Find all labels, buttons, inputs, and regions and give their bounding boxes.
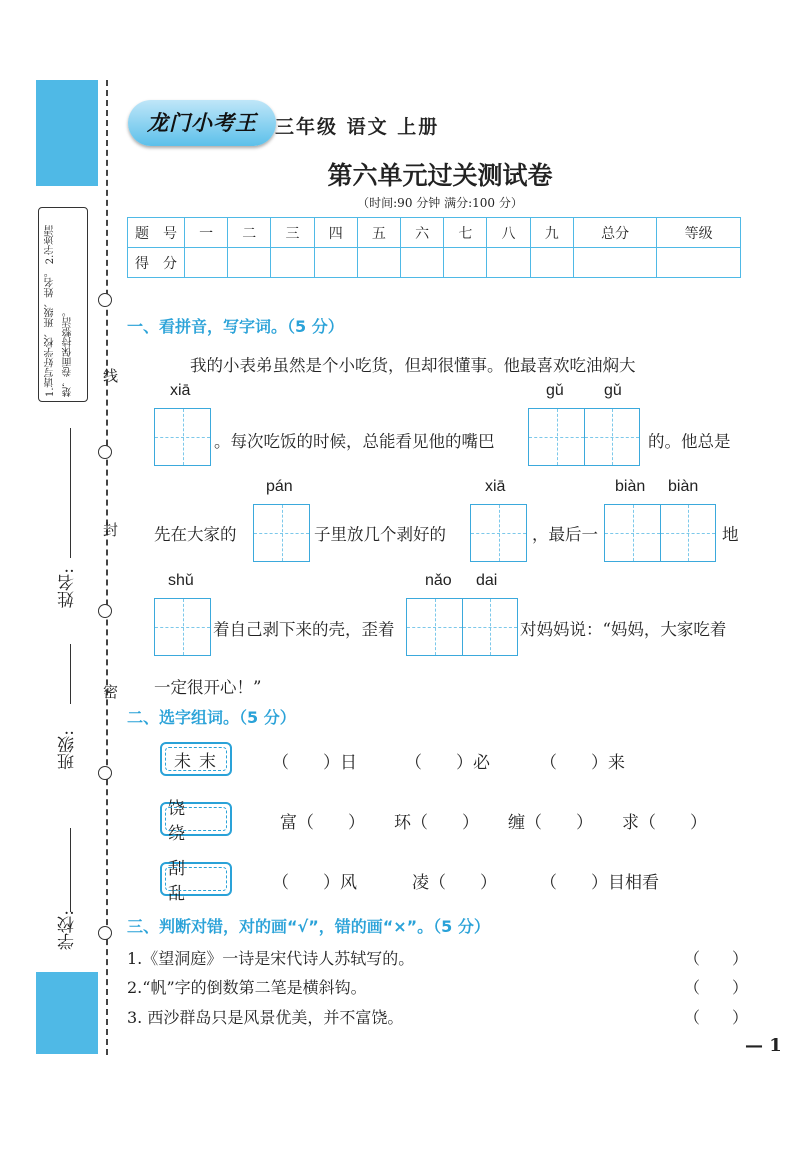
score-cell[interactable] [487, 248, 530, 278]
score-table-header-row: 题 号 一 二 三 四 五 六 七 八 九 总分 等级 [128, 218, 741, 248]
section-3-title: 三、判断对错，对的画“√”，错的画“×”。（5 分） [127, 917, 490, 936]
char-grid-shu[interactable] [154, 598, 211, 656]
name-label: 姓名: [58, 568, 78, 608]
char-grid-xia[interactable] [154, 408, 211, 466]
seal-char-xian: 线 [101, 368, 119, 383]
fill-blank[interactable]: （ ）来 [540, 753, 625, 773]
score-cell[interactable] [185, 248, 228, 278]
seal-circle [98, 604, 112, 618]
page-number: — 1 [745, 1035, 782, 1056]
series-logo: 龙门小考王 [128, 100, 276, 146]
judge-item-3: 3. 西沙群岛只是风景优美，并不富饶。 [127, 1008, 404, 1027]
passage-text: 一定很开心！” [154, 678, 262, 697]
answer-paren[interactable]: （ ） [684, 949, 749, 968]
passage-text: 的。他总是 [648, 432, 731, 451]
passage-text: 先在大家的 [154, 525, 237, 544]
score-cell[interactable] [271, 248, 314, 278]
char-grid-bianbian[interactable] [604, 504, 716, 562]
page-title: 第六单元过关测试卷 [327, 161, 553, 190]
seal-circle [98, 766, 112, 780]
seal-dashed-line [106, 80, 108, 1055]
fill-blank[interactable]: （ ）目相看 [540, 873, 659, 893]
score-cell[interactable] [657, 248, 741, 278]
class-label: 班级: [58, 730, 78, 770]
pinyin-nao: nǎo [425, 572, 452, 589]
score-cell[interactable] [314, 248, 357, 278]
fill-blank[interactable]: （ ）必 [405, 753, 490, 773]
seal-circle [98, 445, 112, 459]
score-table [127, 217, 741, 278]
pinyin-bian: biàn [668, 478, 699, 495]
school-label: 学校: [58, 910, 78, 950]
char-choice-chip: 饶 绕 [160, 802, 232, 836]
seal-char-mi: 密 [101, 684, 119, 699]
class-write-line [70, 644, 71, 704]
score-cell[interactable] [401, 248, 444, 278]
char-choice-chip: 刮 乱 [160, 862, 232, 896]
pinyin-dai: dai [476, 572, 498, 589]
judge-item-2: 2.“帆”字的倒数第二笔是横斜钩。 [127, 978, 367, 997]
fill-blank[interactable]: 求（ ） [622, 813, 707, 833]
fill-blank[interactable]: 环（ ） [394, 813, 479, 833]
pinyin-xia: xiā [170, 382, 191, 399]
subject-label: 三年级 语文 上册 [275, 116, 440, 138]
passage-text: 对妈妈说：“妈妈，大家吃着 [520, 620, 727, 639]
char-grid-gugu[interactable] [528, 408, 640, 466]
pinyin-bian: biàn [615, 478, 646, 495]
seal-circle [98, 926, 112, 940]
score-cell[interactable] [573, 248, 657, 278]
answer-paren[interactable]: （ ） [684, 978, 749, 997]
score-cell[interactable] [357, 248, 400, 278]
fill-blank[interactable]: 凌（ ） [412, 873, 497, 893]
char-choice-chip: 未末 [160, 742, 232, 776]
passage-text: 。每次吃饭的时候，总能看见他的嘴巴 [214, 432, 495, 451]
passage-text: ，最后一 [532, 525, 598, 544]
fill-blank[interactable]: 富（ ） [280, 813, 365, 833]
pinyin-xia: xiā [485, 478, 506, 495]
passage-text: 子里放几个剥好的 [314, 525, 446, 544]
pinyin-gu: gǔ [546, 382, 564, 399]
section-2-title: 二、选字组词。（5 分） [127, 708, 296, 727]
time-note: （时间:90 分钟 满分:100 分） [357, 196, 523, 210]
school-write-line [70, 828, 71, 912]
passage-text: 着自己剥下来的壳，歪着 [213, 620, 395, 639]
passage-text: 地 [722, 525, 739, 544]
fill-blank[interactable]: （ ）风 [272, 873, 357, 893]
pinyin-gu: gǔ [604, 382, 622, 399]
score-cell[interactable] [444, 248, 487, 278]
margin-bottom-block [36, 972, 98, 1054]
section-1-title: 一、看拼音，写字词。（5 分） [127, 317, 344, 336]
char-grid-naodai[interactable] [406, 598, 518, 656]
fill-blank[interactable]: 缠（ ） [508, 813, 593, 833]
answer-paren[interactable]: （ ） [684, 1008, 749, 1027]
seal-char-feng: 封 [101, 522, 119, 537]
char-grid-xia-2[interactable] [470, 504, 527, 562]
judge-item-1: 1.《望洞庭》一诗是宋代诗人苏轼写的。 [127, 949, 415, 968]
pinyin-pan: pán [266, 478, 293, 495]
name-write-line [70, 428, 71, 558]
pinyin-shu: shǔ [168, 572, 194, 589]
score-cell[interactable] [530, 248, 573, 278]
exam-notice: 1.请写好学校、班级、姓名。 2.字迹清楚，卷面保持整洁。 [38, 207, 88, 402]
score-cell[interactable] [228, 248, 271, 278]
seal-circle [98, 293, 112, 307]
score-table-score-row: 得 分 [128, 248, 741, 278]
passage-line-1: 我的小表弟虽然是个小吃货，但却很懂事。他最喜欢吃油焖大 [190, 356, 636, 375]
fill-blank[interactable]: （ ）日 [272, 753, 357, 773]
char-grid-pan[interactable] [253, 504, 310, 562]
